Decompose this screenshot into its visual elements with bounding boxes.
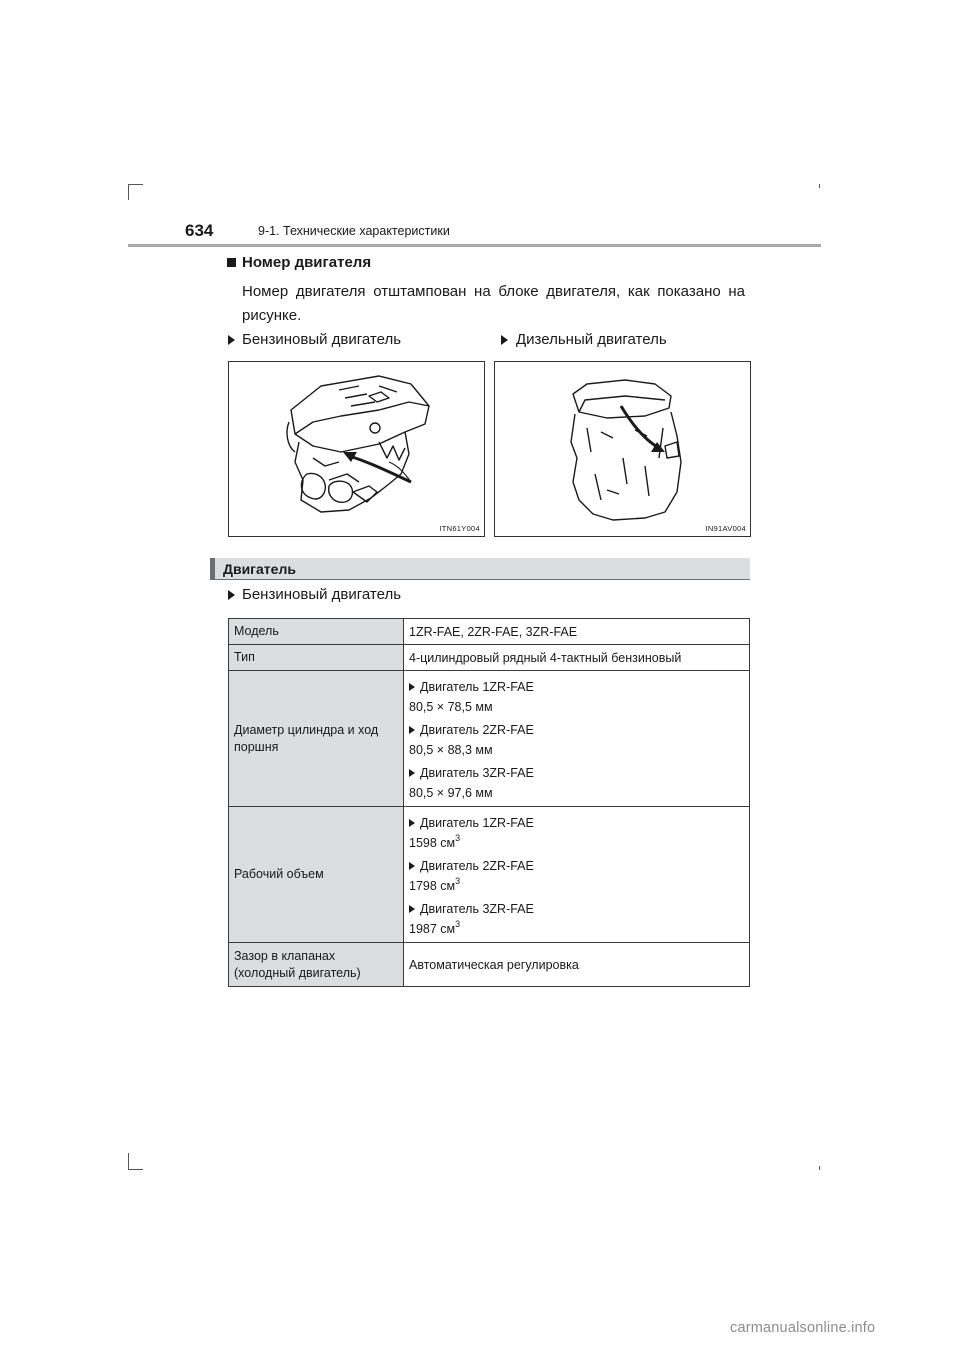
subsection-bar-underline <box>210 579 750 580</box>
section-intro: Номер двигателя отштампован на блоке двигателя, как показано на рисунке. <box>242 283 745 324</box>
unit: см <box>440 836 456 850</box>
engine-variant: Двигатель 2ZR-FAE <box>420 859 534 873</box>
unit-exponent: 3 <box>455 919 461 929</box>
figure-label-gasoline: Бензиновый двигатель <box>242 331 402 348</box>
list-item <box>409 859 744 873</box>
unit: см <box>440 879 456 893</box>
displacement-value <box>409 919 744 936</box>
spec-key: Зазор в клапанах (холодный двигатель) <box>229 943 404 987</box>
displacement-value <box>409 876 744 893</box>
bore-stroke-value: 80,5 × 97,6 мм <box>409 786 493 800</box>
displacement-number: 1798 <box>409 879 437 893</box>
triangle-bullet-icon <box>409 726 415 734</box>
unit: см <box>440 922 456 936</box>
section-title: Номер двигателя <box>242 254 372 271</box>
bore-stroke-value: 80,5 × 88,3 мм <box>409 743 493 757</box>
table-row-bore-stroke <box>229 671 750 807</box>
spec-value <box>404 807 750 943</box>
triangle-bullet-icon <box>228 590 235 600</box>
list-item <box>409 902 744 916</box>
spec-key: Диаметр цилиндра и ход поршня <box>229 671 404 807</box>
engine-variant: Двигатель 1ZR-FAE <box>420 680 534 694</box>
list-item <box>409 723 744 737</box>
table-row-type <box>229 645 750 671</box>
triangle-bullet-icon <box>409 905 415 913</box>
crop-mark-bottom-right <box>819 1166 820 1170</box>
list-item <box>409 680 744 694</box>
section-square-icon <box>227 258 236 267</box>
crop-mark-top-right <box>819 184 820 188</box>
engine-variant: Двигатель 1ZR-FAE <box>420 816 534 830</box>
spec-value: Автоматическая регулировка <box>404 943 750 987</box>
crop-mark-bottom-left-v <box>128 1153 129 1170</box>
diesel-engine-illustration <box>495 362 750 536</box>
unit-exponent: 3 <box>455 833 461 843</box>
figure-code-gasoline: ITN61Y004 <box>439 524 480 533</box>
triangle-bullet-icon <box>501 335 508 345</box>
figure-label-diesel: Дизельный двигатель <box>516 331 667 348</box>
diesel-engine-figure <box>494 361 751 537</box>
table-row-valve-clearance <box>229 943 750 987</box>
displacement-number: 1598 <box>409 836 437 850</box>
triangle-bullet-icon <box>409 819 415 827</box>
gasoline-engine-figure <box>228 361 485 537</box>
watermark: carmanualsonline.info <box>730 1320 876 1336</box>
figure-code-diesel: IN91AV004 <box>705 524 746 533</box>
triangle-bullet-icon <box>228 335 235 345</box>
spec-key: Модель <box>229 619 404 645</box>
spec-key: Тип <box>229 645 404 671</box>
spec-key: Рабочий объем <box>229 807 404 943</box>
triangle-bullet-icon <box>409 683 415 691</box>
page-number: 634 <box>185 221 214 240</box>
unit-exponent: 3 <box>455 876 461 886</box>
crop-mark-bottom-left-h <box>128 1169 143 1170</box>
crop-mark-top-left-v <box>128 184 129 200</box>
engine-variant: Двигатель 2ZR-FAE <box>420 723 534 737</box>
header-rule <box>128 244 821 247</box>
bore-stroke-value: 80,5 × 78,5 мм <box>409 700 493 714</box>
engine-variant: Двигатель 3ZR-FAE <box>420 902 534 916</box>
list-item <box>409 766 744 780</box>
subsection-title: Двигатель <box>223 561 296 577</box>
triangle-bullet-icon <box>409 862 415 870</box>
table-row-model <box>229 619 750 645</box>
crop-mark-top-left-h <box>128 184 143 185</box>
spec-value <box>404 671 750 807</box>
chapter-title: 9-1. Технические характеристики <box>258 224 450 238</box>
triangle-bullet-icon <box>409 769 415 777</box>
spec-value: 1ZR-FAE, 2ZR-FAE, 3ZR-FAE <box>404 619 750 645</box>
engine-variant-label: Бензиновый двигатель <box>242 586 402 603</box>
spec-value: 4-цилиндровый рядный 4-тактный бензиновый <box>404 645 750 671</box>
gasoline-engine-illustration <box>229 362 484 536</box>
subsection-bar-accent <box>210 558 215 579</box>
displacement-number: 1987 <box>409 922 437 936</box>
displacement-value <box>409 833 744 850</box>
table-row-displacement <box>229 807 750 943</box>
list-item <box>409 816 744 830</box>
engine-variant: Двигатель 3ZR-FAE <box>420 766 534 780</box>
engine-spec-table <box>228 618 750 987</box>
